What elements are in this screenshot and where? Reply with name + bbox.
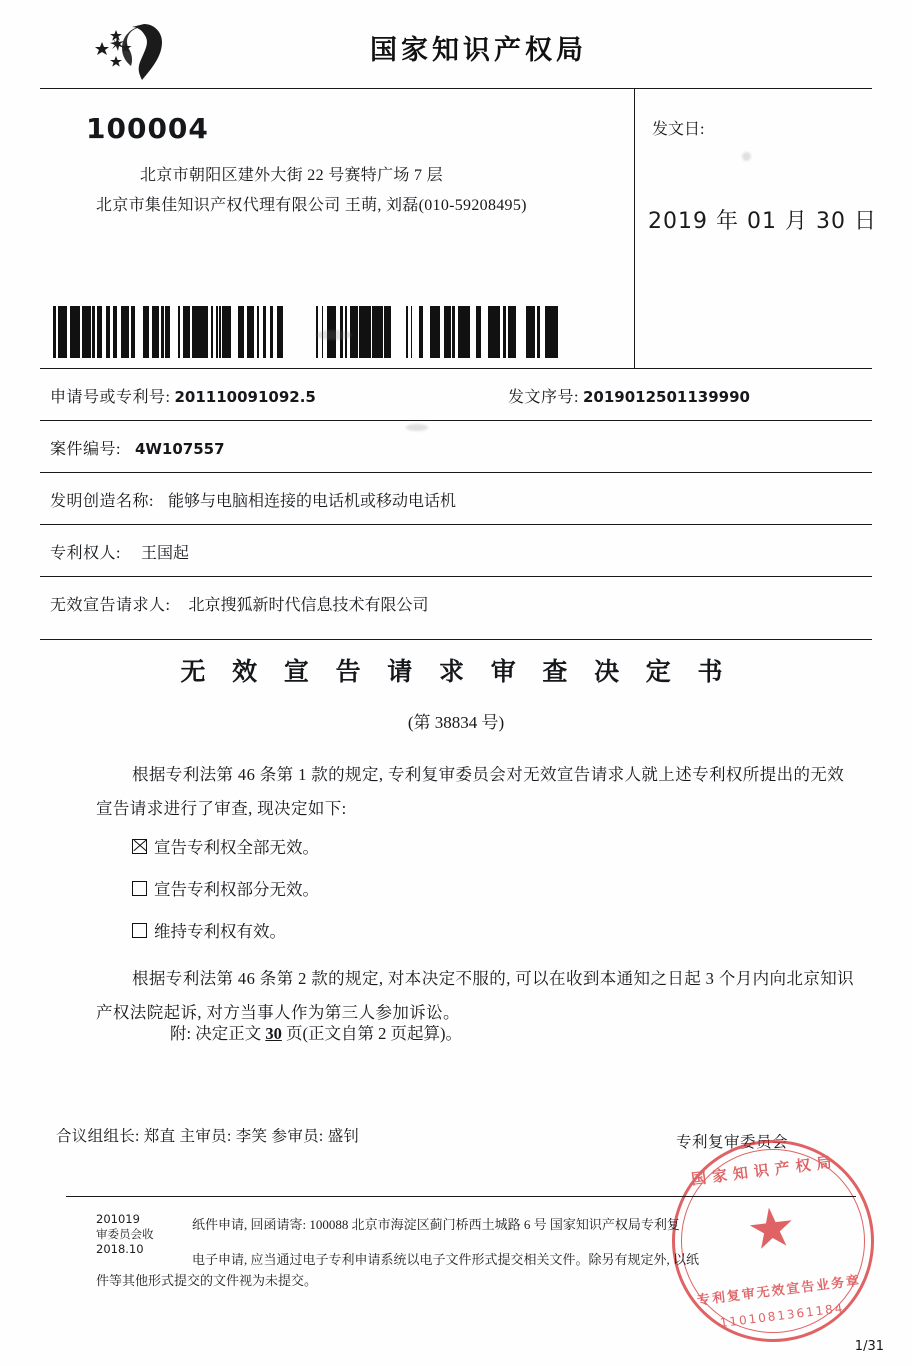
org-title: 国家知识产权局 [370,35,587,66]
attachment-line [170,1020,462,1044]
application-number-value: 201110091092.5 [174,388,316,406]
option-invalidate-all[interactable] [132,834,319,858]
option-invalidate-partial-label: 宣告专利权部分无效。 [154,880,319,899]
document-title: 无 效 宣 告 请 求 审 查 决 定 书 [180,657,732,686]
footer-form-name: 审委员会收 [96,1227,154,1241]
option-maintain-valid-label: 维持专利权有效。 [154,922,286,941]
scan-artifact [742,152,751,161]
case-number-label: 案件编号: [50,441,121,458]
patentee-row [50,540,189,563]
footer-note-2: 电子申请, 应当通过电子专利申请系统以电子文件形式提交相关文件。除另有规定外, 以纸 [192,1252,700,1267]
application-number-row [50,384,316,407]
postcode: 100004 [86,112,209,145]
decision-paragraph-1: 根据专利法第 46 条第 1 款的规定, 专利复审委员会对无效宣告请求人就上述专利权所提出的无效宣告请求进行了审查, 现决定如下: [96,765,845,818]
document-header [40,18,872,86]
case-number-value: 4W107557 [134,440,225,458]
patentee-value: 王国起 [140,545,189,562]
option-invalidate-all-label: 宣告专利权全部无效。 [154,838,319,857]
checkbox-maintain-valid-icon[interactable] [132,923,147,938]
footer-note-1: 纸件申请, 回函请寄: 100088 北京市海淀区蓟门桥西土城路 6 号 国家知识产权局专利复 [192,1217,680,1232]
application-number-label: 申请号或专利号: [50,389,171,406]
cnipa-emblem-icon [82,22,202,84]
checkbox-invalidate-partial-icon[interactable] [132,881,147,896]
address-line-1: 北京市朝阳区建外大街 22 号赛特广场 7 层 [140,167,443,184]
option-maintain-valid[interactable] [132,918,286,942]
checkbox-invalidate-all-icon[interactable] [132,839,147,854]
row-divider [40,420,872,421]
row-divider [40,576,872,577]
panel-members: 合议组组长: 郑直 主审员: 李笑 参审员: 盛钊 [56,1128,360,1145]
seal-top-text: 国家知识产权局 [690,1152,839,1189]
scan-artifact [316,330,352,340]
committee-name: 专利复审委员会 [676,1134,789,1151]
footer-form-date: 2018.10 [96,1242,144,1256]
footer-notes [96,1214,836,1291]
footer-note-3: 件等其他形式提交的文件视为未提交。 [96,1273,318,1288]
attachment-suffix: 页(正文自第 2 页起算)。 [285,1024,462,1043]
scan-artifact [406,424,428,431]
address-line-2: 北京市集佳知识产权代理有限公司 王萌, 刘磊(010-59208495) [96,197,527,214]
frame-divider [634,88,635,368]
barcode-left [52,306,300,358]
row-divider [40,368,872,369]
row-divider [40,472,872,473]
footer-form-code: 201019 [96,1212,140,1226]
row-divider [40,524,872,525]
decision-paragraph-2: 根据专利法第 46 条第 2 款的规定, 对本决定不服的, 可以在收到本通知之日起 3 个月内向北京知识产权法院起诉, 对方当事人作为第三人参加诉讼。 [96,969,855,1022]
footer-divider [66,1196,856,1197]
invention-title-label: 发明创造名称: [50,493,154,510]
page-number: 1/31 [854,1339,884,1354]
issue-date-label: 发文日: [652,121,705,138]
option-invalidate-partial[interactable] [132,876,319,900]
petitioner-value: 北京搜狐新时代信息技术有限公司 [188,597,429,614]
document-number: (第 38834 号) [407,713,505,732]
issue-date-value: 2019 年 01 月 30 日 [648,209,877,234]
case-number-row [50,436,225,459]
patentee-label: 专利权人: [50,545,121,562]
attachment-page-count: 30 [265,1024,282,1043]
attachment-prefix: 附: 决定正文 [170,1024,262,1043]
serial-number-value: 2019012501139990 [582,388,750,406]
petitioner-label: 无效宣告请求人: [50,597,171,614]
serial-number-row [508,384,750,407]
petitioner-row [50,592,428,615]
seal-bottom-text: 专利复审无效宣告业务章 [696,1272,862,1308]
barcode-right [316,306,588,358]
invention-title-row [50,488,456,511]
seal-code: 1101081361184 [719,1300,846,1331]
serial-number-label: 发文序号: [508,389,579,406]
invention-title-value: 能够与电脑相连接的电话机或移动电话机 [167,493,456,510]
